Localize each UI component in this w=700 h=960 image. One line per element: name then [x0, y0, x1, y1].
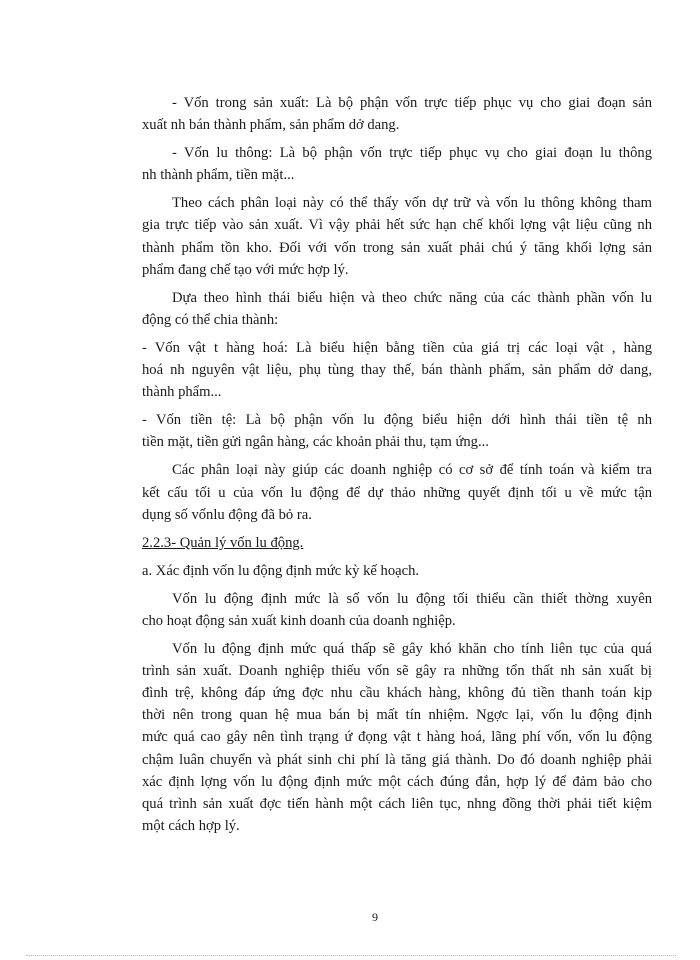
- text-line: hoá nh nguyên vật liệu, phụ tùng thay thế, bán thành phẩm, sản phẩm dở dang,: [142, 362, 652, 379]
- text-line: gia trực tiếp vào sản xuất. Vì vậy phải hết sức hạn chế khối lợng vật liệu cũng nh: [142, 217, 652, 234]
- text-line: Dựa theo hình thái biểu hiện và theo chức năng của các thành phần vốn lu: [172, 289, 652, 306]
- text-line: thời nên trong quan hệ mua bán bị mất tín nhiệm. Ngợc lại, vốn lu động định: [142, 707, 652, 724]
- text-line: - Vốn vật t hàng hoá: Là biểu hiện bằng tiền của giá trị các loại vật , hàng: [142, 339, 652, 356]
- section-heading: [142, 532, 652, 554]
- text-line: dụng số vốnlu động đã bỏ ra.: [142, 506, 312, 523]
- text-line: kết cấu tối u của vốn lu động để dự thảo những quyết định tối u về mức tận: [142, 484, 652, 501]
- document-body: [142, 92, 652, 843]
- text-line: - Vốn tiền tệ: Là bộ phận vốn lu động biểu hiện dới hình thái tiền tệ nh: [142, 412, 652, 429]
- section-heading-text: 2.2.3- Quản lý vốn lu động.: [142, 534, 304, 551]
- paragraph-normative-capital-effects: [142, 638, 652, 837]
- text-line: tiền mặt, tiền gửi ngân hàng, các khoản phải thu, tạm ứng...: [142, 434, 489, 451]
- text-line: phẩm đang chế tạo với mức hợp lý.: [142, 261, 349, 278]
- paragraph-form-classification: [142, 287, 652, 331]
- paragraph-classification-benefit: [142, 459, 652, 525]
- text-line: chậm luân chuyển và phát sinh chi phí là tăng giá thành. Do đó doanh nghiệp phải: [142, 751, 652, 768]
- text-line: cho hoạt động sản xuất kinh doanh của doanh nghiệp.: [142, 612, 456, 629]
- text-line: xác định lợng vốn lu động định mức một cách đúng đắn, hợp lý để đảm bảo cho: [142, 773, 652, 790]
- subsection-heading-text: a. Xác định vốn lu động định mức kỳ kế hoạch.: [142, 562, 420, 579]
- text-line: Các phân loại này giúp các doanh nghiệp có cơ sở để tính toán và kiểm tra: [172, 462, 652, 479]
- text-line: thành phẩm...: [142, 384, 222, 401]
- text-line: Theo cách phân loại này có thể thấy vốn dự trữ và vốn lu thông không tham: [172, 195, 652, 212]
- text-line: Vốn lu động định mức quá thấp sẽ gây khó khăn cho tính liên tục của quá: [172, 641, 652, 658]
- paragraph-classification-note: [142, 192, 652, 280]
- text-line: đình trệ, không đáp ứng đợc nhu cầu khách hàng, không đủ tiền thanh toán kịp: [142, 685, 652, 702]
- text-line: nh thành phẩm, tiền mặt...: [142, 167, 295, 184]
- text-line: mức quá cao gây nên tình trạng ứ đọng vật t hàng hoá, lãng phí vốn, vốn lu động: [142, 729, 652, 746]
- subsection-heading: [142, 560, 652, 582]
- paragraph-normative-capital-definition: [142, 588, 652, 632]
- paragraph-circulation-capital: [142, 142, 652, 186]
- text-line: xuất nh bán thành phẩm, sản phẩm dở dang.: [142, 117, 400, 134]
- page-number: 9: [372, 910, 378, 924]
- text-line: động có thể chia thành:: [142, 311, 279, 328]
- text-line: - Vốn trong sản xuất: Là bộ phận vốn trực tiếp phục vụ cho giai đoạn sản: [172, 95, 652, 111]
- text-line: - Vốn lu thông: Là bộ phận vốn trực tiếp phục vụ cho giai đoạn lu thông: [172, 145, 652, 162]
- text-line: thành phẩm tồn kho. Đối với vốn trong sản xuất phải chú ý tăng khối lợng sản: [142, 239, 652, 256]
- text-line: quá trình sản xuất đợc tiến hành một cách liên tục, nhng đồng thời phải tiết kiệm: [142, 795, 652, 812]
- paragraph-monetary-capital: [142, 409, 652, 453]
- text-line: Vốn lu động định mức là số vốn lu động tối thiểu cần thiết thờng xuyên: [172, 590, 652, 607]
- text-line: trình sản xuất. Doanh nghiệp thiếu vốn sẽ gây ra những tổn thất nh sản xuất bị: [142, 663, 652, 680]
- paragraph-capital-in-production: [142, 92, 652, 136]
- page-bottom-divider: [26, 955, 676, 956]
- text-line: một cách hợp lý.: [142, 817, 240, 834]
- paragraph-material-capital: [142, 337, 652, 403]
